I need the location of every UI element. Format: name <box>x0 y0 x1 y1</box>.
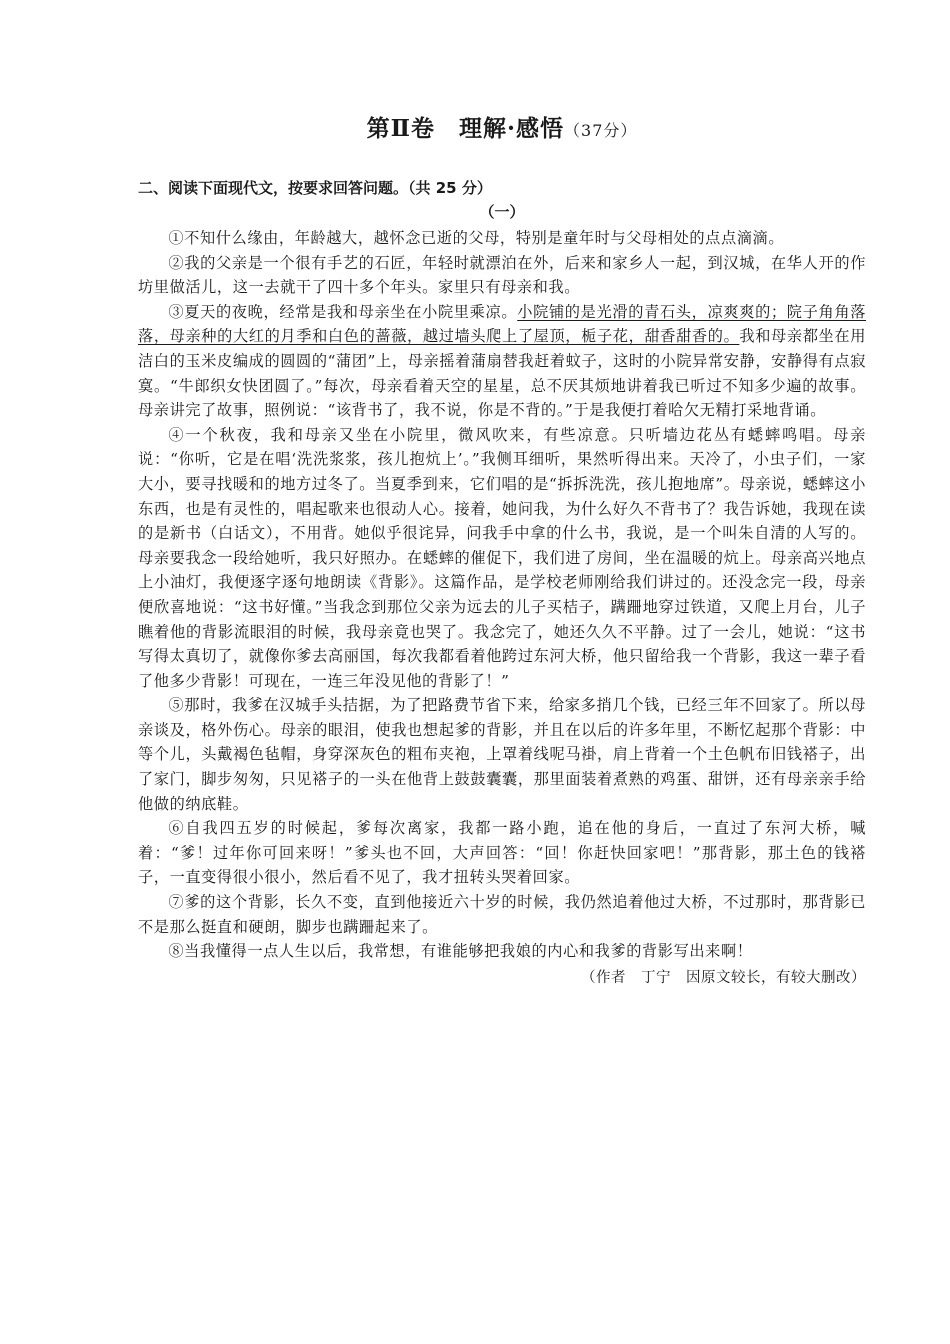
paragraph-3-end: 我和母亲都坐在用洁白的玉米皮编成的圆圆的“蒲团”上，母亲摇着蒲扇替我赶着蚊子，这时的小院异常安静，安静得有点寂寞。“牛郎织女快团圆了。”每次，母亲看着天空的星星，总不厌其烦地讲着我已听过不知多少遍的故事。母亲讲完了故事，照例说：“该背书了，我不说，你是不背的。”于是我便打着哈欠无精打采地背诵。 <box>138 327 866 420</box>
underlined-sentence: 小院铺的是光滑的青石头，凉爽爽的；院子角角落落，母亲种的大红的月季和白色的蔷薇，越过墙头爬上了屋顶，栀子花，甜香甜香的。 <box>138 302 867 346</box>
source-note: （作者 丁宁 因原文较长，有较大删改） <box>581 969 866 986</box>
paragraph-6: ⑥自我四五岁的时候起，爹每次离家，我都一路小跑，追在他的身后，一直过了东河大桥，喊着：“爹！过年你可回来呀！”爹头也不回，大声回答：“回！你赶快回家吧！”那背影，那土色的钱褡子，一直变得很小很小，然后看不见了，我才扭转头哭着回家。 <box>138 819 866 887</box>
paragraph-3 <box>138 300 866 423</box>
volume-title-text: 第Ⅱ卷 理解·感悟 <box>366 115 565 142</box>
paragraph-1: ①不知什么缘由，年龄越大，越怀念已逝的父母，特别是童年时与父母相处的点点滴滴。 <box>168 229 785 247</box>
paragraph-8: ⑧当我懂得一点人生以后，我常想，有谁能够把我娘的内心和我爹的背影写出来啊！ <box>168 942 753 961</box>
passage-number: （一） <box>479 203 525 221</box>
paragraph-7: ⑦爹的这个背影，长久不变，直到他接近六十岁的时候，我仍然追着他过大桥，不过那时，那背影已不是那么挺直和硬朗，脚步也蹒跚起来了。 <box>138 893 866 936</box>
paragraph-4: ④一个秋夜，我和母亲又坐在小院里，微风吹来，有些凉意。只听墙边花丛有蟋蟀鸣唱。母亲说：“你听，它是在唱‘洗洗浆浆，孩儿抱炕上’。”我侧耳细听，果然听得出来。天冷了，小虫子们，一家大小，要寻找暖和的地方过冬了。当夏季到来，它们唱的是“拆拆洗洗，孩儿抱地席”。母亲说，蟋蟀这小东西，也是有灵性的，唱起歌来也很动人心。接着，她问我，为什么好久不背书了？我告诉她，我现在读的是新书（白话文），不用背。她似乎很诧异，问我手中拿的什么书，我说，是一个叫朱自清的人写的。母亲要我念一段给她听，我只好照办。在蟋蟀的催促下，我们进了房间，坐在温暖的炕上。母亲高兴地点上小油灯，我便逐字逐句地朗读《背影》。这篇作品，是学校老师刚给我们讲过的。还没念完一段，母亲便欣喜地说：“这书好懂。”当我念到那位父亲为远去的儿子买桔子，蹒跚地穿过铁道，又爬上月台，儿子瞧着他的背影流眼泪的时候，我母亲竟也哭了。我念完了，她还久久不平静。过了一会儿，她说：“这书写得太真切了，就像你爹去高丽国，每次我都看着他跨过东河大桥，他只留给我一个背影，我这一辈子看了他多少背影！可现在，一连三年没见他的背影了！” <box>138 425 866 690</box>
section-heading: 二、阅读下面现代文，按要求回答问题。（共 25 分） <box>138 179 492 197</box>
exam-page <box>138 112 866 990</box>
paragraph-5: ⑤那时，我爹在汉城手头拮据，为了把路费节省下来，给家多捎几个钱，已经三年不回家了。所以母亲谈及，格外伤心。母亲的眼泪，使我也想起爹的背影，并且在以后的许多年里，不断忆起那个背影：中等个儿，头戴褐色毡帽，身穿深灰色的粗布夹袍，上罩着线呢马褂，肩上背着一个土色帆布旧钱褡子，出了家门，脚步匆匆，只见褡子的一头在他背上鼓鼓囊囊，那里面装着煮熟的鸡蛋、甜饼，还有母亲亲手给他做的纳底鞋。 <box>138 696 866 813</box>
paragraph-3-start: ③夏天的夜晚，经常是我和母亲坐在小院里乘凉。 <box>168 302 518 321</box>
paragraph-2: ②我的父亲是一个很有手艺的石匠，年轻时就漂泊在外，后来和家乡人一起，到汉城，在华人开的作坊里做活儿，这一去就干了四十多个年头。家里只有母亲和我。 <box>138 253 866 297</box>
volume-score: （37分） <box>564 121 638 140</box>
volume-title <box>138 112 866 146</box>
